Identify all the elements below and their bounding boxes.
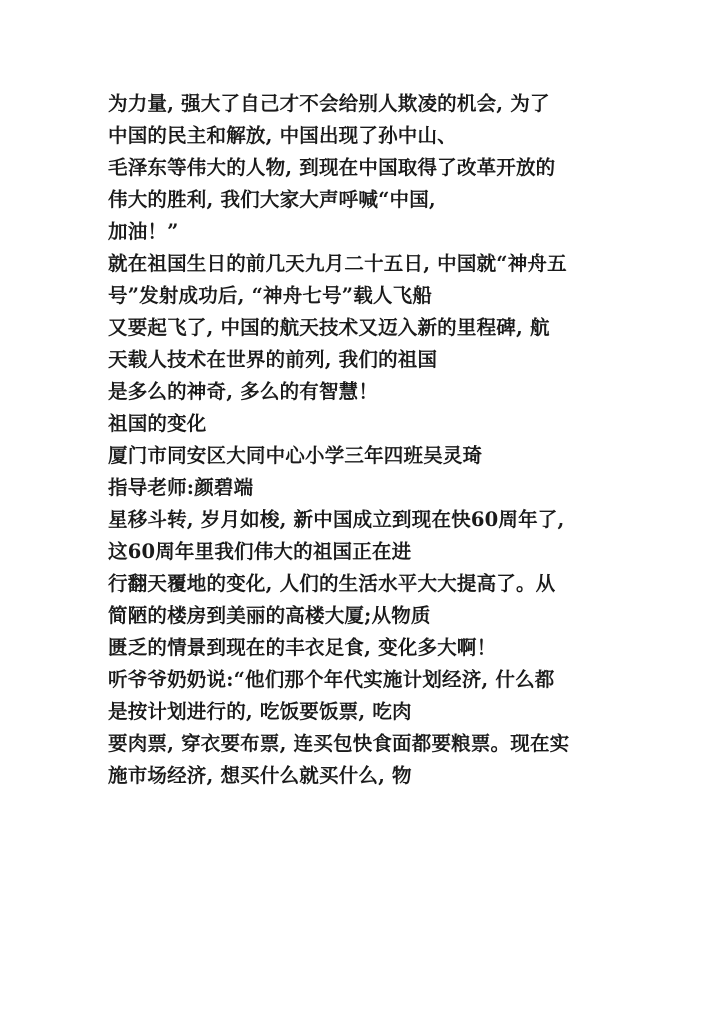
text-line: 这60周年里我们伟大的祖国正在进 (108, 540, 412, 563)
text-line: 为力量, 强大了自己才不会给别人欺凌的机会, 为了 (108, 92, 550, 115)
text-line: 就在祖国生日的前几天九月二十五日, 中国就“神舟五 (108, 252, 567, 275)
text-line: 中国的民主和解放, 中国出现了孙中山、 (108, 124, 457, 147)
text-line: 施市场经济, 想买什么就买什么, 物 (108, 764, 412, 787)
text-line: 听爷爷奶奶说:“他们那个年代实施计划经济, 什么都 (108, 668, 555, 691)
text-line: 行翻天覆地的变化, 人们的生活水平大大提高了。从 (108, 572, 556, 595)
author-line: 厦门市同安区大同中心小学三年四班吴灵琦 (108, 444, 483, 467)
text-line: 又要起飞了, 中国的航天技术又迈入新的里程碑, 航 (108, 316, 550, 339)
document-body (108, 88, 628, 792)
text-line: 毛泽东等伟大的人物, 到现在中国取得了改革开放的 (108, 156, 556, 179)
text-line: 匮乏的情景到现在的丰衣足食, 变化多大啊！ (108, 636, 497, 659)
text-line: 加油！” (108, 220, 179, 243)
section-title: 祖国的变化 (108, 412, 207, 435)
text-line: 要肉票, 穿衣要布票, 连买包快食面都要粮票。现在实 (108, 732, 570, 755)
text-line: 伟大的胜利, 我们大家大声呼喊“中国, (108, 188, 436, 211)
text-line: 是多么的神奇, 多么的有智慧！ (108, 380, 379, 403)
text-line: 简陋的楼房到美丽的高楼大厦;从物质 (108, 604, 431, 627)
text-line: 星移斗转, 岁月如梭, 新中国成立到现在快60周年了, (108, 508, 565, 531)
text-line: 天载人技术在世界的前列, 我们的祖国 (108, 348, 438, 371)
text-line: 是按计划进行的, 吃饭要饭票, 吃肉 (108, 700, 412, 723)
teacher-line: 指导老师:颜碧端 (108, 476, 254, 499)
text-line: 号”发射成功后, “神舟七号”载人飞船 (108, 284, 433, 307)
